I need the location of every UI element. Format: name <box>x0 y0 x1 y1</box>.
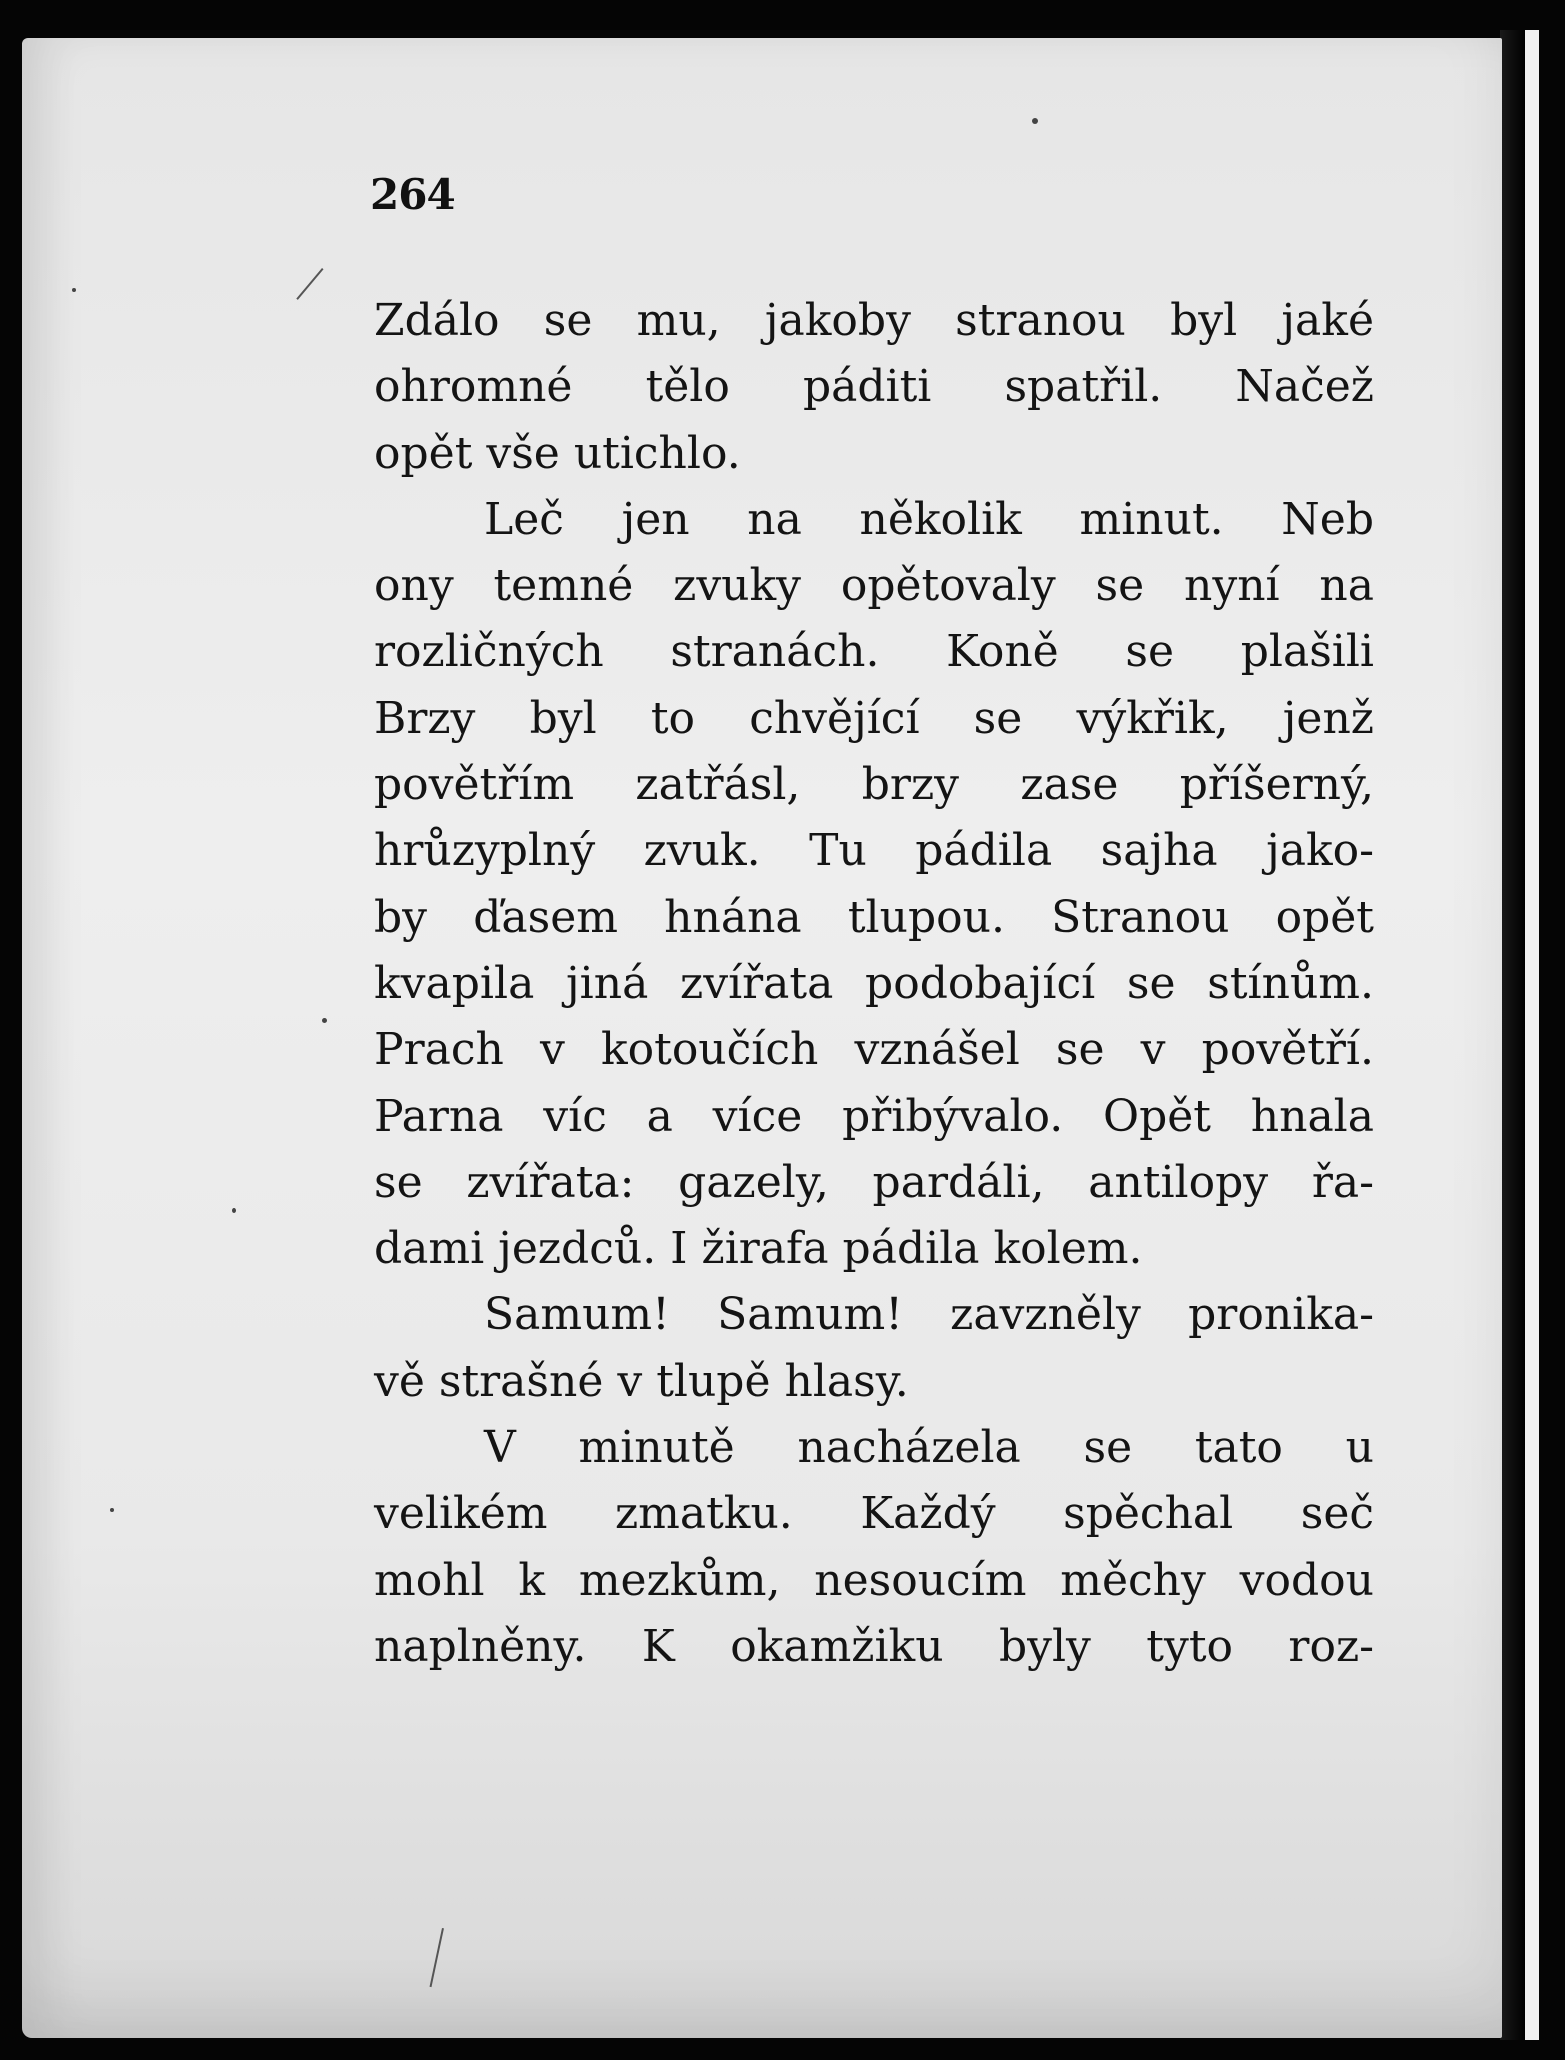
text-line: Samum! Samum! zavzněly pronika- <box>484 1289 1374 1341</box>
text-line: ony temné zvuky opětovaly se nyní na <box>374 560 1374 612</box>
page-body-text <box>374 288 1374 1680</box>
text-line: dami jezdců. I žirafa pádila kolem. <box>374 1223 1143 1275</box>
next-page-edge <box>1525 30 1539 2040</box>
binding-gutter <box>1500 30 1525 2040</box>
text-line: rozličných stranách. Koně se plašili <box>374 626 1374 678</box>
scan-speck <box>1032 118 1038 124</box>
text-line: Prach v kotoučích vznášel se v povětří. <box>374 1024 1374 1076</box>
text-line: kvapila jiná zvířata podobající se stínům. <box>374 957 1374 1009</box>
text-line: se zvířata: gazely, pardáli, antilopy řa- <box>374 1156 1374 1208</box>
text-line: hrůzyplný zvuk. Tu pádila sajha jako- <box>374 825 1374 877</box>
text-line: opět vše utichlo. <box>374 427 741 479</box>
scan-scratch <box>430 1928 444 1987</box>
text-line: mohl k mezkům, nesoucím měchy vodou <box>374 1554 1374 1606</box>
scan-speck <box>110 1508 114 1512</box>
text-line: Brzy byl to chvějící se výkřik, jenž <box>374 692 1374 744</box>
text-line: naplněny. K okamžiku byly tyto roz- <box>374 1620 1374 1672</box>
text-line: velikém zmatku. Každý spěchal seč <box>374 1488 1374 1540</box>
text-line: povětřím zatřásl, brzy zase příšerný, <box>374 759 1374 811</box>
scan-speck <box>232 1208 236 1213</box>
text-line: Leč jen na několik minut. Neb <box>484 493 1374 545</box>
text-line: V minutě nacházela se tato u <box>484 1422 1374 1474</box>
text-line: vě strašné v tlupě hlasy. <box>374 1355 909 1407</box>
text-line: Zdálo se mu, jakoby stranou byl jaké <box>374 295 1374 346</box>
scan-speck <box>72 288 76 292</box>
text-line: Parna víc a více přibývalo. Opět hnala <box>374 1090 1374 1142</box>
page-number: 264 <box>370 170 455 219</box>
scan-speck <box>322 1018 327 1023</box>
text-line: by ďasem hnána tlupou. Stranou opět <box>374 891 1374 943</box>
text-line: ohromné tělo páditi spatřil. Načež <box>374 361 1374 413</box>
scan-scratch <box>296 268 323 300</box>
